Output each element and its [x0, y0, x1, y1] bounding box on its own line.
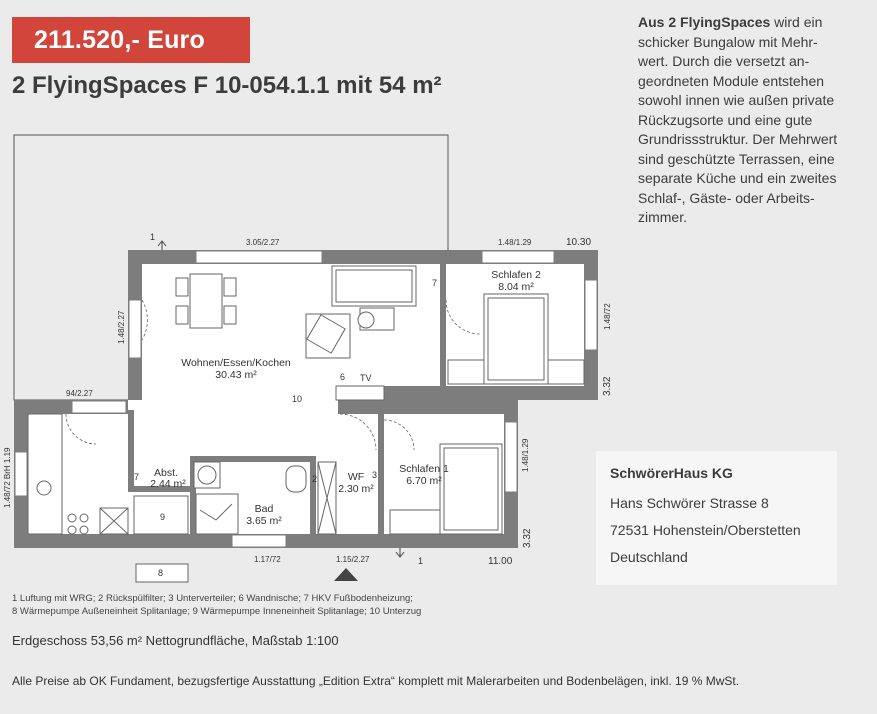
dimension-label: 11.00 [488, 556, 513, 567]
description-line: Schlaf-, Gäste- oder Arbeits- [638, 189, 815, 206]
company-name: SchwörerHaus KG [610, 465, 733, 481]
marker-label: TV [360, 373, 372, 383]
marker-label: 8 [158, 568, 164, 578]
room-area: 2.30 m² [338, 483, 374, 495]
ventilation-arrow-icon [158, 241, 166, 250]
room-area: 3.65 m² [246, 515, 282, 527]
room-label: Abst. [154, 467, 178, 479]
footnote-line: 1 Luftung mit WRG; 2 Rückspülfilter; 3 Unterverteiler; 6 Wandnische; 7 HKV Fußbodenheizung; [12, 593, 413, 604]
dimension-label: 1.48/1.29 [521, 438, 530, 472]
company-city: 72531 Hohenstein/Oberstetten [610, 522, 801, 538]
marker-label: 1 [150, 232, 156, 242]
dimension-label: 1.48/72 BrH 1.19 [3, 447, 12, 508]
room-area: 8.04 m² [498, 281, 534, 293]
room-area: 30.43 m² [215, 369, 257, 381]
dimension-label: 1.17/72 [254, 555, 281, 564]
price-note: Alle Preise ab OK Fundament, bezugsfertige Ausstattung „Edition Extra“ komplett mit Malerarbeiten und Bodenbelägen, inkl. 19 % MwSt. [12, 674, 740, 688]
description-line: Rückzugsorte und eine gute [638, 111, 813, 128]
dimension-label: 1.48/2.27 [117, 310, 126, 344]
marker-label: 2 [312, 474, 318, 484]
page-title: 2 FlyingSpaces F 10-054.1.1 mit 54 m² [12, 72, 442, 99]
description-line: geordneten Module entstehen [638, 72, 825, 89]
dimension-label: 1.48/1.29 [498, 238, 532, 247]
dimension-label: 3.32 [522, 528, 533, 548]
house-description [638, 13, 863, 228]
description-line: sowohl innen wie außen private [638, 92, 835, 108]
room-area: 6.70 m² [406, 475, 442, 487]
company-box [596, 451, 837, 585]
ventilation-arrow-icon [396, 548, 404, 557]
dimension-label: 3.32 [602, 376, 613, 396]
dimension-label: 3.05/2.27 [246, 238, 280, 247]
description-line: sind geschützte Terrassen, eine [638, 150, 835, 167]
utility-cabinet [318, 462, 336, 534]
room-label: Schlafen 2 [491, 269, 541, 281]
description-line: separate Küche und ein zweites [638, 170, 837, 186]
marker-label: 10 [292, 394, 303, 404]
price-text: 211.520,- Euro [34, 25, 205, 54]
floor-connector [128, 390, 338, 410]
marker-label: 9 [160, 512, 166, 522]
tv-board [336, 386, 384, 400]
room-label: Bad [254, 503, 274, 515]
room-label: Wohnen/Essen/Kochen [181, 357, 291, 369]
description-line: wert. Durch die versetzt an- [638, 53, 810, 69]
dimension-label: 10.30 [566, 237, 592, 248]
description-line: zimmer. [638, 209, 687, 225]
legend-footnote [12, 592, 421, 618]
dimension-label: 94/2.27 [66, 389, 93, 398]
room-area: 2.44 m² [150, 478, 186, 490]
marker-label: 3 [372, 470, 378, 480]
entrance-arrow-icon [334, 568, 358, 581]
dimension-label: 1.15/2.27 [336, 555, 370, 564]
marker-label: 7 [134, 472, 140, 482]
description-bold: Aus 2 FlyingSpaces [638, 14, 771, 30]
floor-area-info: Erdgeschoss 53,56 m² Nettogrundfläche, Maßstab 1:100 [12, 633, 339, 648]
description-line [638, 13, 863, 33]
armchair [306, 314, 350, 358]
dimension-label: 1.48/72 [603, 303, 612, 330]
footnote-line: 8 Wärmepumpe Außeneinheit Splitanlage; 9 Wärmepumpe Inneneinheit Splitanlage; 10 Unterzug [12, 606, 422, 617]
floor-plan [0, 130, 620, 590]
room-label: Schlafen 1 [399, 463, 449, 475]
price-badge [12, 17, 250, 63]
description-line: Grundrissstruktur. Der Mehrwert [638, 131, 838, 147]
marker-label: 1 [418, 556, 424, 566]
description-text: wird ein [770, 14, 823, 30]
marker-label: 6 [340, 372, 346, 382]
marker-label: 7 [432, 278, 438, 288]
company-street: Hans Schwörer Strasse 8 [610, 495, 769, 511]
room-label: WF [347, 471, 365, 483]
description-line: schicker Bungalow mit Mehr- [638, 33, 818, 50]
company-country: Deutschland [610, 549, 688, 565]
